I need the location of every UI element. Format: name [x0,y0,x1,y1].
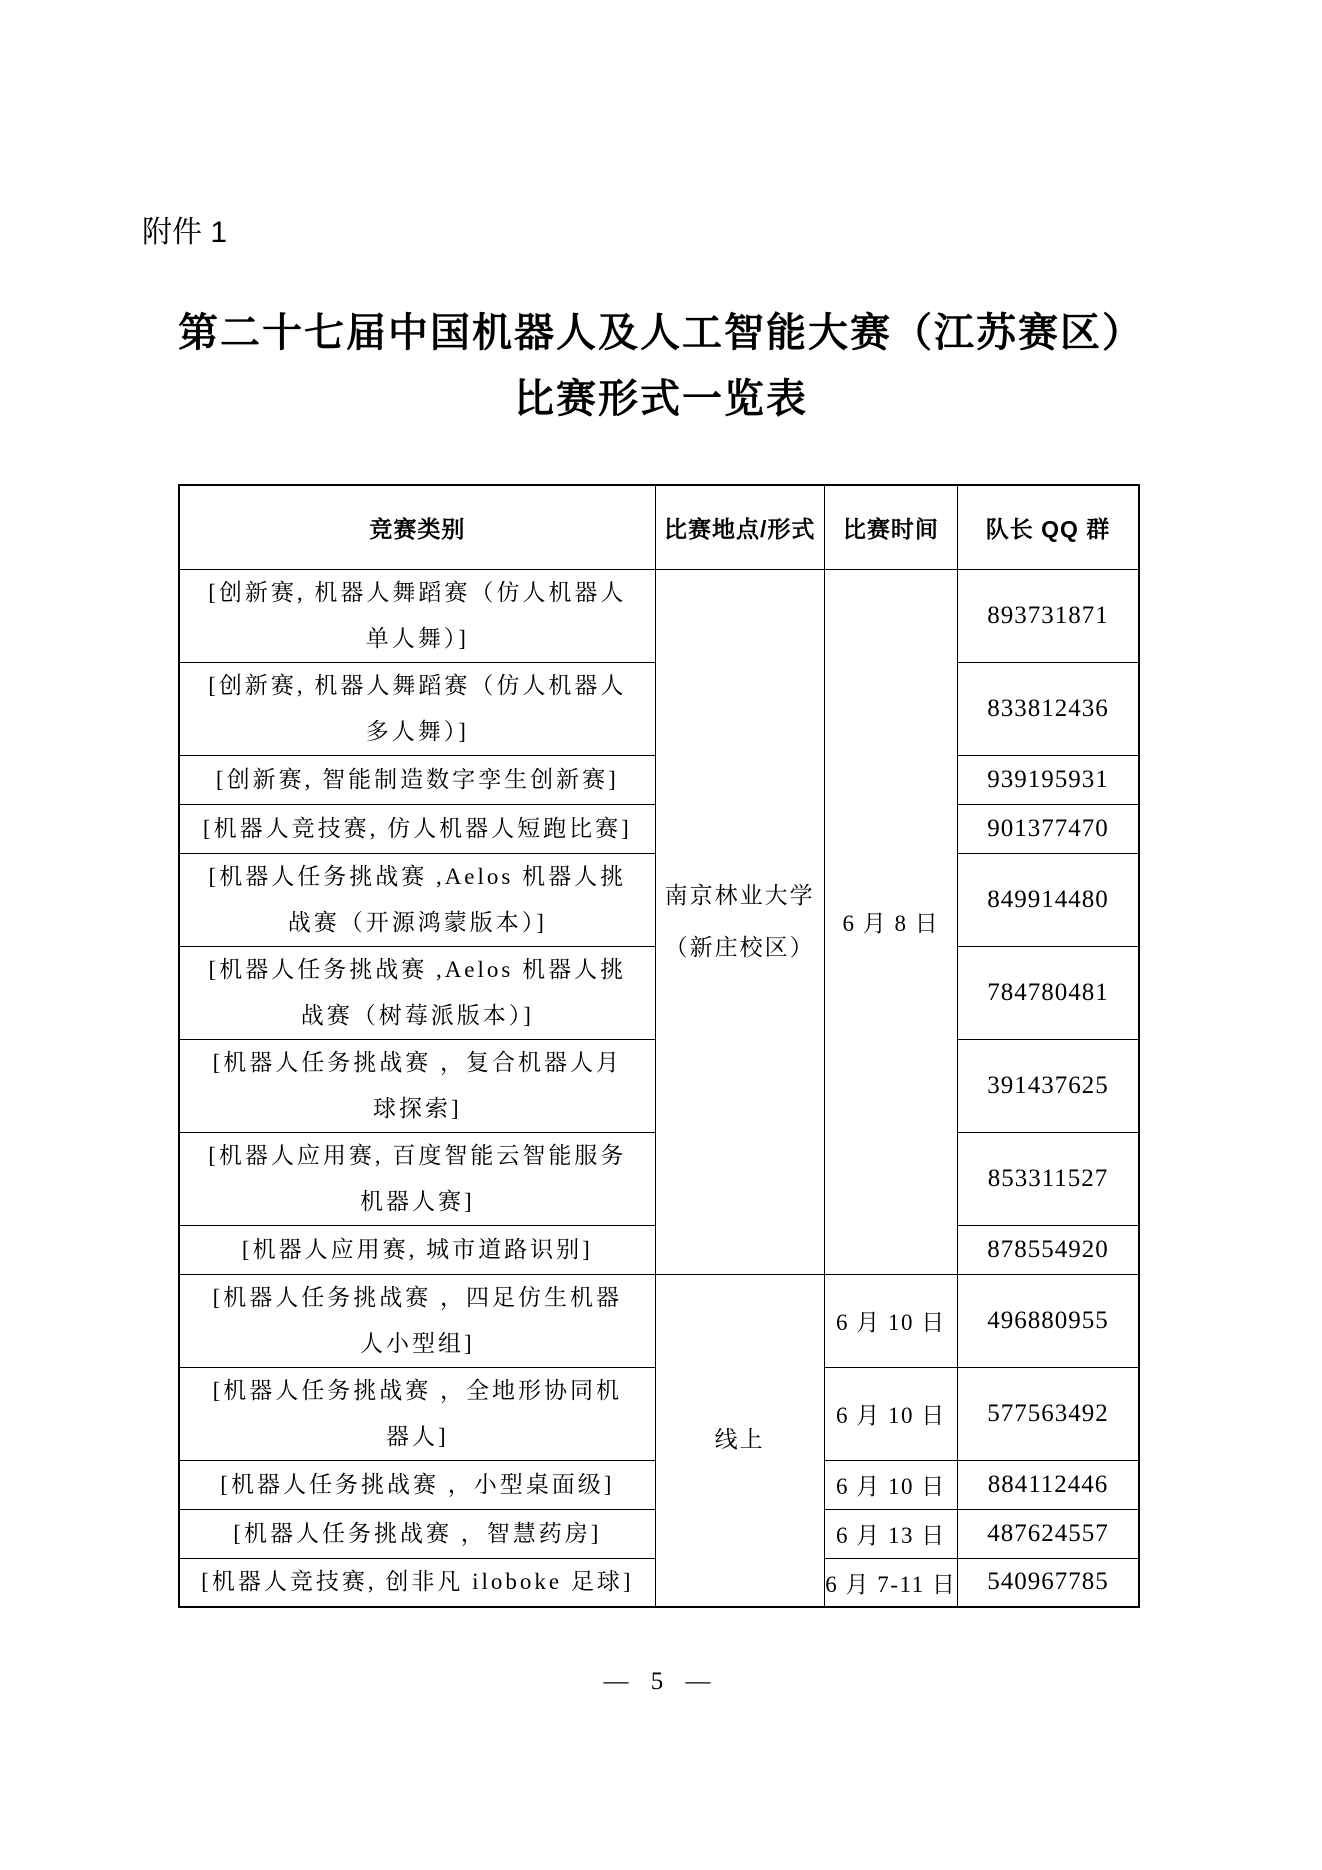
category-text-line: [机器人任务挑战赛 ，小型桌面级] [220,1471,615,1497]
qq-group-cell: 853311527 [958,1132,1139,1225]
qq-group-cell: 849914480 [958,853,1139,946]
qq-group-cell: 391437625 [958,1039,1139,1132]
qq-group-cell: 577563492 [958,1367,1139,1460]
time-cell: 6 月 10 日 [824,1460,957,1509]
category-text-line: [机器人应用赛, 城市道路识别] [241,1236,593,1262]
category-cell [179,1367,655,1460]
header-location-format: 比赛地点/形式 [655,485,824,569]
table-header [179,485,1139,569]
time-cell: 6 月 8 日 [824,569,957,1274]
category-cell [179,755,655,804]
category-text-line: [机器人任务挑战赛 ，四足仿生机器 [212,1284,623,1310]
category-text-line: 人小型组] [359,1330,475,1356]
table-header-row [179,485,1139,569]
category-cell [179,662,655,755]
header-time: 比赛时间 [824,485,957,569]
category-cell [179,1039,655,1132]
location-text-line: （新庄校区） [664,934,815,960]
qq-group-cell: 878554920 [958,1225,1139,1274]
document-title-line2: 比赛形式一览表 [514,376,808,421]
category-cell [179,1132,655,1225]
time-cell: 6 月 10 日 [824,1274,957,1367]
qq-group-cell: 540967785 [958,1558,1139,1607]
qq-group-cell: 893731871 [958,569,1139,662]
category-cell [179,1460,655,1509]
header-category: 竞赛类别 [179,485,655,569]
category-text-line: [机器人任务挑战赛 ,Aelos 机器人挑 [208,956,627,982]
location-text-line: 线上 [714,1427,765,1453]
category-cell [179,853,655,946]
category-text-line: [创新赛, 机器人舞蹈赛（仿人机器人 [208,672,627,698]
category-text-line: [机器人任务挑战赛 ，智慧药房] [233,1520,602,1546]
qq-group-cell: 487624557 [958,1509,1139,1558]
category-text-line: 球探索] [372,1095,462,1121]
category-text-line: [机器人应用赛, 百度智能云智能服务 [208,1142,627,1168]
category-text-line: [机器人任务挑战赛 ,Aelos 机器人挑 [208,863,627,889]
category-text-line: 单人舞）] [365,625,469,651]
time-cell: 6 月 13 日 [824,1509,957,1558]
category-text-line: 多人舞）] [365,718,469,744]
category-cell [179,1509,655,1558]
category-text-line: [机器人竞技赛, 创非凡 iloboke 足球] [201,1569,634,1595]
category-text-line: [创新赛, 智能制造数字孪生创新赛] [215,766,619,792]
page-number: — 5 — [603,1668,719,1695]
qq-group-cell: 496880955 [958,1274,1139,1367]
category-cell [179,946,655,1039]
location-cell [655,569,824,1274]
category-cell [179,569,655,662]
category-text-line: 战赛（树莓派版本）] [300,1002,534,1028]
category-cell [179,1274,655,1367]
table-row [179,569,1139,662]
category-text-line: 战赛（开源鸿蒙版本）] [287,909,547,935]
table-body [179,569,1139,1607]
category-text-line: [机器人任务挑战赛 ，复合机器人月 [212,1049,623,1075]
table-row [179,1274,1139,1367]
header-qq-group: 队长 QQ 群 [958,485,1139,569]
category-text-line: [机器人竞技赛, 仿人机器人短跑比赛] [202,815,632,841]
document-title-line1: 第二十七届中国机器人及人工智能大赛（江苏赛区） [178,310,1144,355]
category-text-line: [机器人任务挑战赛 ，全地形协同机 [212,1377,623,1403]
competition-table [178,484,1140,1608]
location-cell [655,1274,824,1607]
location-text-line: 南京林业大学 [664,882,815,908]
category-text-line: 器人] [385,1423,449,1449]
category-cell [179,804,655,853]
attachment-label: 附件 1 [142,216,228,249]
qq-group-cell: 884112446 [958,1460,1139,1509]
category-cell [179,1558,655,1607]
qq-group-cell: 939195931 [958,755,1139,804]
qq-group-cell: 833812436 [958,662,1139,755]
category-text-line: 机器人赛] [359,1188,475,1214]
time-cell: 6 月 7-11 日 [824,1558,957,1607]
category-cell [179,1225,655,1274]
qq-group-cell: 901377470 [958,804,1139,853]
category-text-line: [创新赛, 机器人舞蹈赛（仿人机器人 [208,579,627,605]
qq-group-cell: 784780481 [958,946,1139,1039]
time-cell: 6 月 10 日 [824,1367,957,1460]
